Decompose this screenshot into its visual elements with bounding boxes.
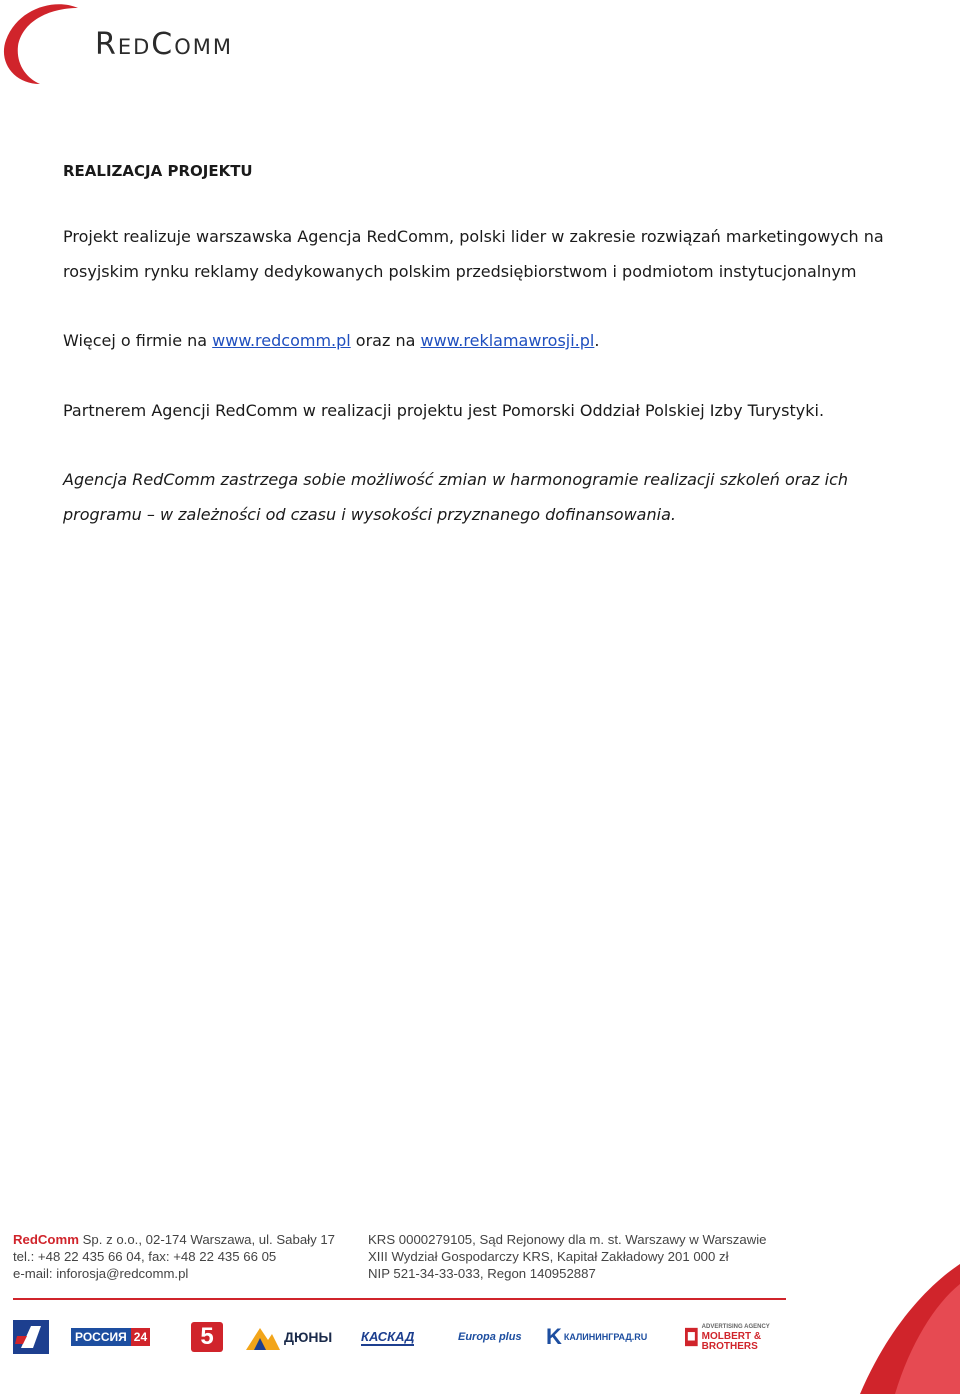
footer-wydzial: XIII Wydział Gospodarczy KRS, Kapitał Zakładowy 201 000 zł [368,1249,729,1264]
rossiya-number: 24 [131,1328,150,1346]
footer-nip: NIP 521-34-33-033, Regon 140952887 [368,1266,596,1281]
kaliningrad-logo [546,1318,656,1356]
footer-krs: KRS 0000279105, Sąd Rejonowy dla m. st. Warszawy w Warszawie [368,1232,767,1247]
dyuny-label: ДЮНЫ [284,1329,333,1345]
easel-icon [685,1322,698,1352]
kaliningrad-k-icon: K [546,1324,562,1349]
channel-one-icon [13,1320,49,1354]
logo-wordmark: RedComm [95,27,233,62]
dune-mountain-icon [246,1324,280,1350]
kaskad-logo [361,1318,435,1356]
partner-paragraph: Partnerem Agencji RedComm w realizacji projektu jest Pomorski Oddział Polskiej Izby Turystyki. [63,400,825,420]
kaskad-label: КАСКАД [361,1328,415,1344]
footer-brand: RedComm [13,1232,79,1247]
more-info-paragraph [63,324,913,359]
redcomm-link[interactable]: www.redcomm.pl [212,331,351,350]
molbert-text [702,1322,785,1352]
disclaimer-paragraph: Agencja RedComm zastrzega sobie możliwość zmian w harmonogramie realizacji szkoleń oraz ich programu – w zależności od czasu i wysokości przyznanego dofinansowania. [63,470,849,524]
redcomm-logo [0,0,300,90]
more-info-suffix: . [594,331,600,350]
logo-swoosh-icon [0,0,90,90]
europa-plus-logo [458,1318,523,1356]
project-paragraph: Projekt realizuje warszawska Agencja RedComm, polski lider w zakresie rozwiązań marketingowych na rosyjskim rynku reklamy dedykowanych polskim przedsiębiorstwom i podmiotom instytucjonalnym [63,227,884,281]
molbert-logo [685,1318,785,1356]
more-info-middle: oraz na [350,331,421,350]
footer-divider [13,1298,786,1300]
europa-label: Europa plus [458,1331,522,1343]
footer-phone: tel.: +48 22 435 66 04, fax: +48 22 435 66 05 [13,1249,277,1264]
document-body [63,162,913,567]
footer-company-line [13,1231,335,1248]
footer-registration [368,1231,766,1282]
footer-address: Sp. z o.o., 02-174 Warszawa, ul. Sabały 17 [78,1232,336,1247]
partner-logos [13,1318,793,1358]
kaliningrad-label: КАЛИНИНГРАД.RU [563,1332,648,1342]
five-label: 5 [191,1322,223,1352]
reklamawrosji-link[interactable]: www.reklamawrosji.pl [420,331,595,350]
molbert-small: ADVERTISING AGENCY [701,1324,770,1330]
rossiya24-logo [71,1318,165,1356]
molbert-label: MOLBERT & BROTHERS [701,1331,762,1352]
footer-contact [13,1231,335,1282]
dyuny-logo [246,1318,341,1356]
corner-swoosh-icon [820,1264,960,1394]
channel-five-logo [191,1318,223,1356]
channel-one-logo [13,1318,49,1356]
rossiya-label: РОССИЯ [71,1328,131,1346]
section-heading: REALIZACJA PROJEKTU [63,162,253,180]
more-info-prefix: Więcej o firmie na [63,331,213,350]
footer-email: e-mail: inforosja@redcomm.pl [13,1266,189,1281]
